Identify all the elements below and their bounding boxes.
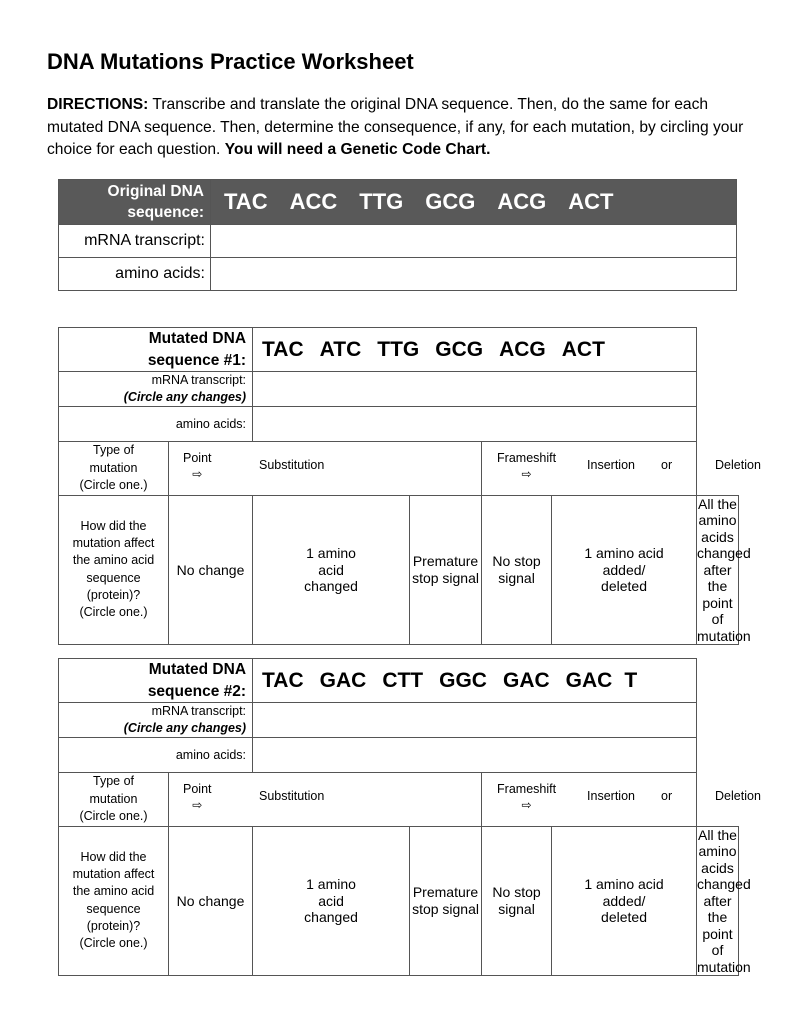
mutated-dna-label-line1: Mutated DNA [148,330,247,347]
option-text: All the amino acids [698,495,737,545]
option-one-amino-acid-added-deleted[interactable] [552,826,697,976]
option-all-amino-acids-changed[interactable] [697,495,751,645]
option-one-amino-acid-added-deleted[interactable] [552,495,697,645]
type-label-line: (Circle one.) [79,478,148,492]
effect-label-line: sequence [86,901,141,916]
option-text: No stop [492,884,541,901]
mutation-type-label [59,442,169,496]
mrna-transcript-label-text: mRNA transcript: [151,704,247,718]
mutation-2-table [58,658,761,976]
amino-acids-label: amino acids: [59,738,253,773]
option-text: All the amino acids [698,826,737,876]
option-text: 1 amino acid [584,545,664,561]
option-text: point of mutation [697,925,751,975]
substitution-option[interactable]: Substitution [259,789,325,803]
option-text: Premature [412,884,479,901]
effect-label-line: sequence [86,570,141,585]
effect-label-line: How did the [80,849,147,864]
option-text: changed after the [697,876,751,925]
option-text: signal [498,569,535,586]
option-text: 1 amino [306,876,356,892]
frameshift-mutation-choice[interactable] [482,442,761,496]
option-text: 1 amino acid [584,876,664,892]
option-text: No change [176,561,245,578]
effect-label-line: (protein)? [86,588,141,603]
point-option[interactable]: Point [183,451,212,465]
effect-label-line: the amino acid [72,884,155,899]
original-dna-sequence [211,180,737,225]
original-dna-label-line1: Original DNA [107,183,204,200]
directions [47,94,747,162]
substitution-option[interactable]: Substitution [259,458,325,472]
original-sequence-table [58,179,737,291]
codon: ACG [497,189,547,214]
option-premature-stop-signal[interactable] [410,495,482,645]
effect-label-line: (Circle one.) [79,936,148,951]
option-text: point of mutation [697,594,751,644]
frameshift-option[interactable]: Frameshift [497,782,557,796]
mrna-transcript-label-text: mRNA transcript: [151,373,247,387]
option-no-change[interactable] [169,826,253,976]
option-text: changed [304,578,358,594]
frameshift-option[interactable]: Frameshift [497,451,557,465]
right-arrow-icon: ⇨ [192,467,203,481]
codon: ACT [568,189,614,214]
option-text: stop signal [412,569,479,586]
effect-question-label [59,826,169,976]
amino-acids-field[interactable] [253,407,697,442]
mutated-dna-label [59,328,253,372]
insertion-option[interactable]: Insertion [587,458,635,472]
option-no-stop-signal[interactable] [482,826,552,976]
codon: ACG [499,337,546,361]
directions-text: Transcribe and translate the original DNA sequence. Then, do the same for each mutated DNA sequence. Then, determine the consequence, if any, for each mutation, by circling your choice for each question. [47,96,744,158]
codon: GAC [319,668,367,692]
type-label-line: mutation [89,460,138,475]
option-all-amino-acids-changed[interactable] [697,826,751,976]
original-dna-label-line2: sequence: [127,204,204,221]
mutated-dna-label [59,659,253,703]
codon: TAC [262,668,304,692]
mutated-dna-sequence [253,328,697,372]
codon: GGC [439,668,487,692]
mrna-transcript-label: mRNA transcript: [59,225,211,258]
mrna-transcript-label [59,372,253,407]
type-label-line: Type of [93,443,134,457]
codon: ACC [289,189,338,214]
original-dna-label [59,180,211,225]
option-text: signal [498,900,535,917]
insertion-option[interactable]: Insertion [587,789,635,803]
option-one-amino-acid-changed[interactable] [253,826,410,976]
directions-emphasis: You will need a Genetic Code Chart. [224,141,491,158]
mrna-transcript-field[interactable] [253,703,697,738]
option-text: added/ [602,892,646,909]
deletion-option[interactable]: Deletion [715,789,761,803]
mrna-transcript-field[interactable] [253,372,697,407]
effect-label-line: mutation affect [72,867,155,882]
right-arrow-icon: ⇨ [192,798,203,812]
codon: T [624,668,638,692]
mutation-type-label [59,773,169,827]
option-text: 1 amino [306,545,356,561]
effect-label-line: mutation affect [72,536,155,551]
option-text: deleted [601,909,647,925]
option-one-amino-acid-changed[interactable] [253,495,410,645]
codon: TAC [262,337,304,361]
amino-acids-field[interactable] [211,258,737,291]
option-text: changed [304,909,358,925]
type-label-line: Type of [93,774,134,788]
codon: GAC [565,668,613,692]
circle-changes-note: (Circle any changes) [123,721,247,735]
option-text: stop signal [412,900,479,917]
effect-label-line: How did the [80,518,147,533]
mrna-transcript-field[interactable] [211,225,737,258]
option-text: No stop [492,553,541,570]
mutation-1-table [58,327,761,645]
deletion-option[interactable]: Deletion [715,458,761,472]
mrna-transcript-label [59,703,253,738]
effect-label-line: (Circle one.) [79,605,148,620]
codon: TTG [359,189,404,214]
type-label-line: (Circle one.) [79,809,148,823]
point-option[interactable]: Point [183,782,212,796]
amino-acids-label: amino acids: [59,407,253,442]
directions-lead: DIRECTIONS: [47,96,149,113]
frameshift-mutation-choice[interactable] [482,773,761,827]
or-text: or [661,789,673,803]
amino-acids-label: amino acids: [59,258,211,291]
codon: TAC [224,189,268,214]
right-arrow-icon: ⇨ [521,467,532,481]
codon: TTG [377,337,420,361]
or-text: or [661,458,673,472]
point-mutation-choice[interactable] [169,773,482,827]
codon: GCG [425,189,476,214]
option-text: deleted [601,578,647,594]
effect-label-line: (protein)? [86,919,141,934]
codon: GCG [435,337,484,361]
option-text: changed after the [697,545,751,594]
right-arrow-icon: ⇨ [521,798,532,812]
amino-acids-field[interactable] [253,738,697,773]
type-label-line: mutation [89,791,138,806]
codon: CTT [382,668,424,692]
option-no-stop-signal[interactable] [482,495,552,645]
point-mutation-choice[interactable] [169,442,482,496]
codon: ATC [319,337,362,361]
mutated-dna-sequence [253,659,697,703]
codon: GAC [502,668,550,692]
circle-changes-note: (Circle any changes) [123,390,247,404]
page-title: DNA Mutations Practice Worksheet [47,49,414,74]
mutated-dna-label-line1: Mutated DNA [148,661,247,678]
option-text: No change [176,892,245,909]
option-premature-stop-signal[interactable] [410,826,482,976]
option-text: acid [318,892,344,909]
codon: ACT [561,337,605,361]
option-text: Premature [412,553,479,570]
mutated-dna-label-line2: sequence #2: [147,682,247,700]
option-text: acid [318,561,344,578]
effect-question-label [59,495,169,645]
option-no-change[interactable] [169,495,253,645]
mutated-dna-label-line2: sequence #1: [147,351,247,369]
option-text: added/ [602,561,646,578]
effect-label-line: the amino acid [72,553,155,568]
